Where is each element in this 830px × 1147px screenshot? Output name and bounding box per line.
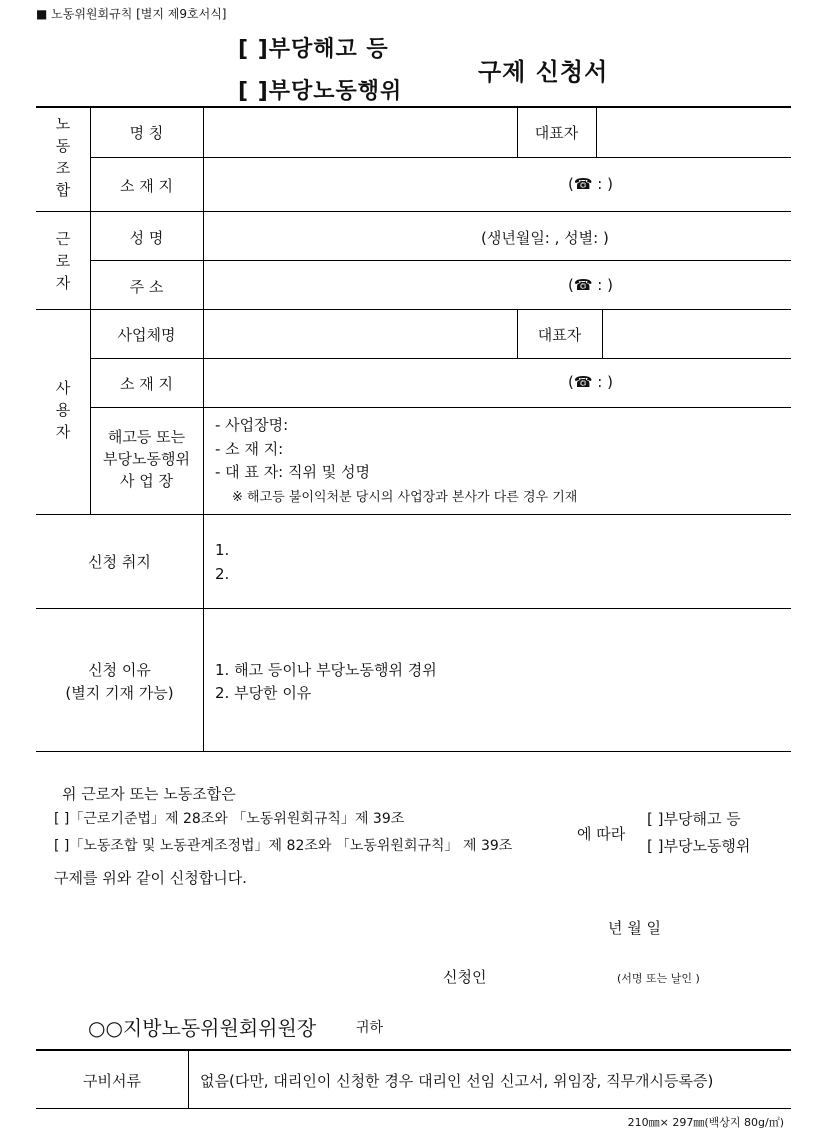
employer-section-label: 사 용 자 <box>55 379 71 441</box>
declaration-intro: 위 근로자 또는 노동조합은 <box>62 785 236 803</box>
workplace-location-line[interactable]: - 소 재 지: <box>215 440 284 458</box>
attachments-text: 없음(다만, 대리인이 신청한 경우 대리인 선임 신고서, 위임장, 직무개시등록증) <box>200 1072 714 1090</box>
union-name-label: 명 칭 <box>129 124 164 142</box>
purpose-line-2[interactable]: 2. <box>215 565 230 583</box>
business-name-label: 사업체명 <box>117 326 176 344</box>
form-title: 구제 신청서 <box>478 58 609 86</box>
worker-phone-text[interactable]: (☎ : ) <box>568 276 613 294</box>
worker-address-label: 주 소 <box>129 278 164 296</box>
addressee-suffix: 귀하 <box>356 1020 384 1036</box>
relief-option-unfair-dismissal[interactable]: [ ]부당해고 등 <box>647 810 741 828</box>
reason-label: 신청 이유 <box>88 661 151 679</box>
law-option-labor-standards[interactable]: [ ]「근로기준법」제 28조와 「노동위원회규칙」제 39조 <box>54 811 405 827</box>
attachments-top-border <box>36 1049 791 1051</box>
employer-phone-text[interactable]: (☎ : ) <box>568 373 613 391</box>
declaration-closing: 구제를 위와 같이 신청합니다. <box>54 869 247 887</box>
union-rep-field[interactable] <box>597 107 790 157</box>
reason-line-1[interactable]: 1. 해고 등이나 부당노동행위 경위 <box>215 661 437 679</box>
union-section-label: 노 동 조 합 <box>55 115 71 199</box>
form-reference: ■ 노동위원회규칙 [별지 제9호서식] <box>36 7 227 21</box>
union-rep-label: 대표자 <box>534 124 579 142</box>
workplace-label: 해고등 또는 부당노동행위 사 업 장 <box>103 428 190 490</box>
union-location-label: 소 재 지 <box>119 177 173 195</box>
business-name-field[interactable] <box>204 310 516 358</box>
employer-location-label: 소 재 지 <box>119 375 173 393</box>
reason-line-2[interactable]: 2. 부당한 이유 <box>215 684 312 702</box>
applicant-label: 신청인 <box>443 968 487 986</box>
purpose-line-1[interactable]: 1. <box>215 541 230 559</box>
law-option-trade-union[interactable]: [ ]「노동조합 및 노동관계조정법」제 82조와 「노동위원회규칙」 제 39조 <box>54 838 513 854</box>
workplace-rep-line[interactable]: - 대 표 자: 직위 및 성명 <box>215 463 370 481</box>
workplace-note: ※ 해고등 불이익처분 당시의 사업장과 본사가 다른 경우 기재 <box>232 490 578 505</box>
employer-rep-field[interactable] <box>603 310 790 358</box>
paper-spec: 210㎜× 297㎜(백상지 80g/㎡) <box>627 1116 784 1129</box>
title-option-unfair-dismissal[interactable]: [ ]부당해고 등 <box>238 37 389 62</box>
workplace-name-line[interactable]: - 사업장명: <box>215 416 289 434</box>
worker-section-label: 근 로 자 <box>55 230 71 292</box>
attachments-label: 구비서류 <box>83 1072 141 1090</box>
according-to-text: 에 따라 <box>577 825 626 843</box>
union-name-field[interactable] <box>204 107 516 157</box>
union-phone-text[interactable]: (☎ : ) <box>568 175 613 193</box>
purpose-label: 신청 취지 <box>88 553 151 571</box>
title-option-unfair-labor-practice[interactable]: [ ]부당노동행위 <box>238 79 403 104</box>
employer-rep-label: 대표자 <box>537 326 582 344</box>
worker-name-label: 성 명 <box>129 229 164 247</box>
signature-note: (서명 또는 날인 ) <box>617 972 700 985</box>
application-date[interactable]: 년 월 일 <box>608 919 662 937</box>
addressee: ○○지방노동위원회위원장 <box>88 1016 317 1040</box>
relief-option-unfair-labor-practice[interactable]: [ ]부당노동행위 <box>647 837 751 855</box>
worker-birth-gender-text[interactable]: (생년월일: , 성별: ) <box>481 229 609 247</box>
reason-sublabel: (별지 기재 가능) <box>65 684 174 702</box>
